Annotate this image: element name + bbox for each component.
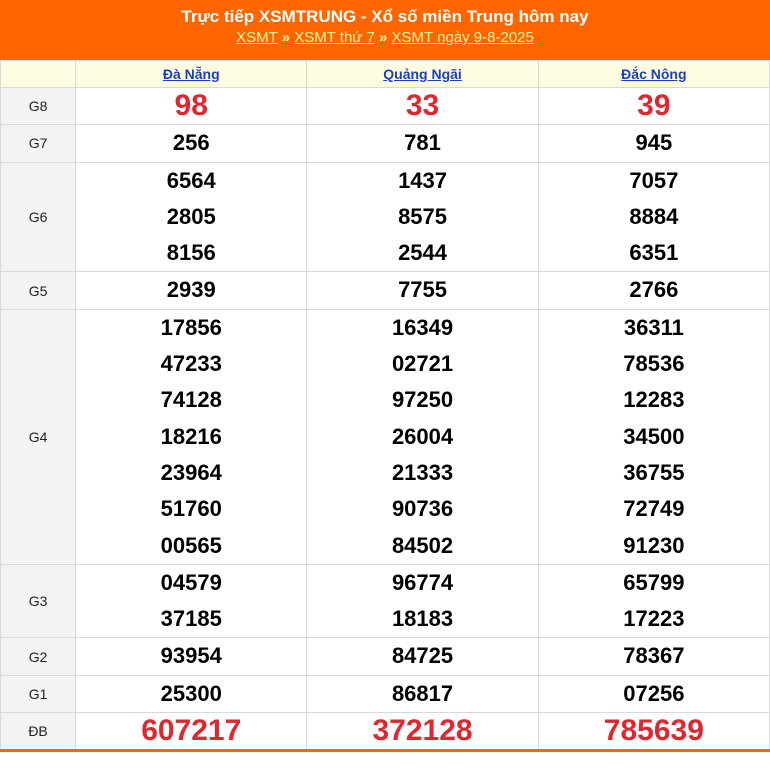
result-number: 00565 [160, 532, 222, 558]
result-cell [538, 309, 769, 564]
prize-label: G2 [1, 638, 76, 675]
prize-row [1, 675, 770, 712]
result-number: 8156 [166, 240, 216, 266]
result-number: 37185 [160, 606, 222, 632]
result-number: 6351 [629, 240, 679, 266]
result-number: 372128 [372, 714, 473, 748]
result-number: 90736 [391, 496, 454, 522]
result-number: 785639 [603, 714, 704, 748]
result-cell [307, 713, 538, 751]
prize-label: ĐB [1, 713, 76, 751]
result-number: 12283 [623, 387, 685, 413]
result-number: 97250 [391, 387, 454, 413]
result-number: 02721 [391, 351, 454, 377]
result-number: 04579 [160, 569, 222, 595]
result-number: 93954 [160, 643, 222, 669]
result-number: 25300 [160, 680, 222, 706]
result-number: 84502 [391, 532, 454, 558]
province-header [76, 61, 307, 88]
result-number: 33 [405, 89, 440, 122]
result-number: 8575 [398, 203, 448, 229]
result-cell [538, 88, 769, 125]
result-number: 23964 [160, 459, 222, 485]
result-number: 7057 [629, 167, 679, 193]
result-number: 607217 [141, 714, 242, 748]
result-number: 21333 [391, 459, 454, 485]
result-number: 2805 [166, 203, 216, 229]
prize-row [1, 125, 770, 162]
result-cell [307, 88, 538, 125]
result-number: 72749 [623, 496, 685, 522]
result-cell [307, 125, 538, 162]
header-corner [1, 61, 76, 88]
result-number: 39 [637, 89, 671, 122]
result-cell [538, 713, 769, 751]
result-number: 36311 [623, 314, 684, 340]
result-cell [76, 675, 307, 712]
result-number: 47233 [160, 351, 222, 377]
result-number: 17856 [160, 314, 222, 340]
breadcrumb-separator: » [281, 29, 291, 46]
page-title: Trực tiếp XSMTRUNG - Xổ số miền Trung hôm nay [181, 7, 589, 26]
result-number: 86817 [391, 680, 454, 706]
result-cell [76, 564, 307, 638]
result-cell [76, 713, 307, 751]
result-number: 34500 [623, 423, 685, 449]
result-cell [307, 675, 538, 712]
result-number: 74128 [160, 387, 222, 413]
result-cell [538, 675, 769, 712]
breadcrumb-xsmt-date[interactable]: XSMT ngày 9-8-2025 [391, 29, 534, 46]
result-number: 945 [635, 130, 673, 156]
result-number: 256 [172, 130, 210, 156]
prize-row [1, 272, 770, 309]
results-table [0, 60, 770, 752]
result-number: 17223 [623, 606, 685, 632]
result-number: 781 [404, 130, 441, 156]
result-number: 84725 [391, 643, 454, 669]
prize-row [1, 564, 770, 638]
result-number: 65799 [623, 569, 685, 595]
prize-label: G3 [1, 564, 76, 638]
prize-label: G6 [1, 162, 76, 272]
province-link-quang-ngai[interactable]: Quảng Ngãi [383, 66, 462, 82]
result-number: 7755 [398, 277, 448, 303]
result-cell [76, 162, 307, 272]
result-number: 16349 [391, 314, 454, 340]
province-link-dac-nong[interactable]: Đắc Nông [621, 66, 687, 82]
result-number: 2544 [398, 240, 448, 266]
result-cell [307, 309, 538, 564]
result-number: 51760 [160, 496, 222, 522]
result-number: 8884 [629, 203, 679, 229]
result-cell [307, 162, 538, 272]
result-number: 96774 [391, 569, 454, 595]
result-cell [538, 162, 769, 272]
prize-label: G8 [1, 88, 76, 125]
result-number: 2939 [166, 277, 216, 303]
result-cell [76, 638, 307, 675]
breadcrumb-xsmt[interactable]: XSMT [236, 29, 278, 46]
breadcrumb-xsmt-thu-7[interactable]: XSMT thứ 7 [294, 29, 375, 46]
breadcrumb-separator: » [379, 29, 388, 46]
province-header [538, 61, 769, 88]
result-number: 2766 [629, 277, 679, 303]
province-link-da-nang[interactable]: Đà Nẵng [162, 66, 220, 82]
result-cell [76, 125, 307, 162]
result-number: 78367 [623, 643, 685, 669]
result-number: 6564 [166, 167, 216, 193]
result-number: 98 [174, 89, 208, 122]
breadcrumb [0, 28, 770, 48]
result-number: 18216 [160, 423, 222, 449]
result-cell [307, 638, 538, 675]
prize-row [1, 638, 770, 675]
result-cell [538, 272, 769, 309]
result-cell [538, 638, 769, 675]
prize-label: G1 [1, 675, 76, 712]
result-cell [76, 272, 307, 309]
result-cell [307, 564, 538, 638]
prize-row [1, 713, 770, 751]
result-number: 78536 [623, 351, 685, 377]
result-cell [538, 564, 769, 638]
prize-row [1, 162, 770, 272]
result-number: 18183 [391, 606, 454, 632]
prize-label: G4 [1, 309, 76, 564]
result-number: 91230 [623, 532, 685, 558]
province-header-row [1, 61, 770, 88]
prize-row [1, 309, 770, 564]
result-cell [76, 88, 307, 125]
prize-label: G7 [1, 125, 76, 162]
result-number: 1437 [398, 167, 448, 193]
result-number: 26004 [391, 423, 454, 449]
prize-row [1, 88, 770, 125]
result-cell [538, 125, 769, 162]
province-header [307, 61, 538, 88]
prize-label: G5 [1, 272, 76, 309]
result-number: 36755 [623, 459, 685, 485]
page-header [0, 0, 770, 60]
result-number: 07256 [623, 680, 685, 706]
result-cell [76, 309, 307, 564]
result-cell [307, 272, 538, 309]
